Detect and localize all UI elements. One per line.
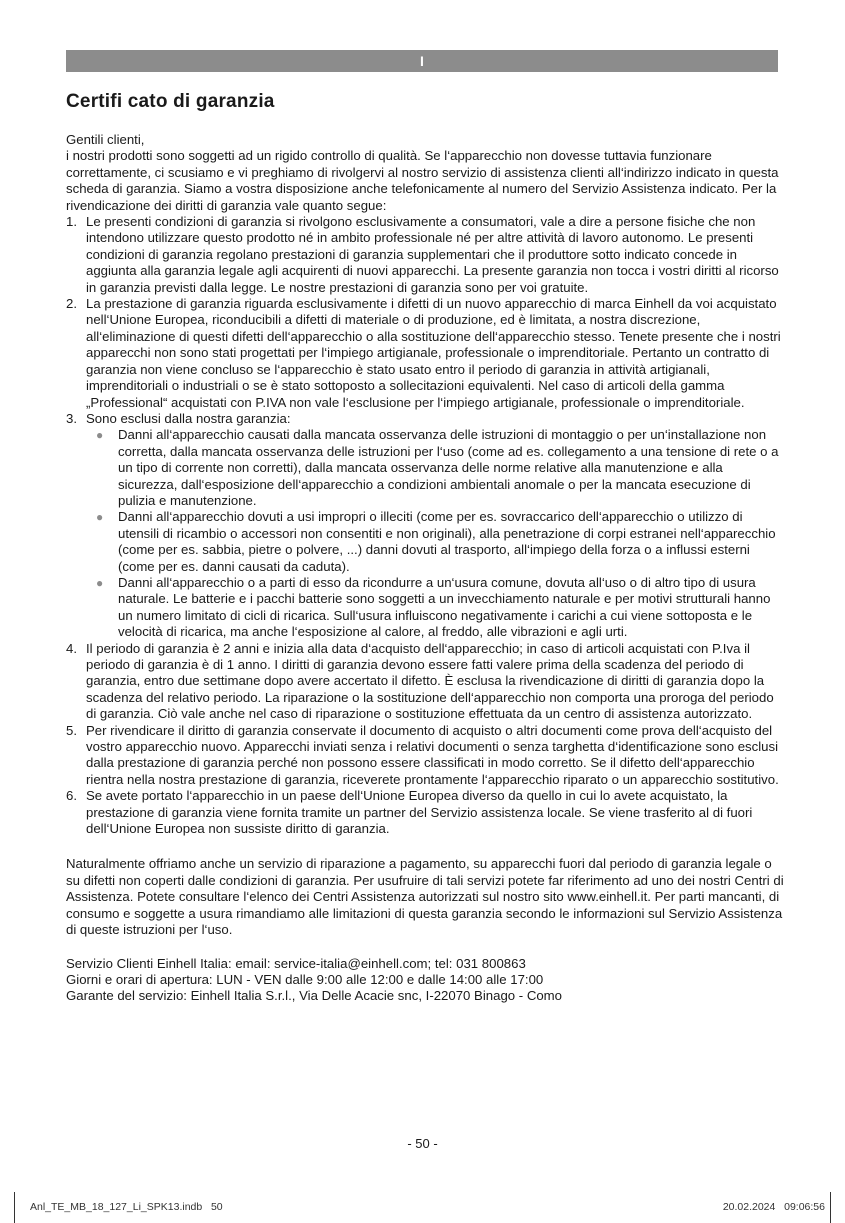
print-timestamp: 20.02.2024 09:06:56 (722, 1201, 825, 1213)
contact-line-guarantor: Garante del servizio: Einhell Italia S.r.l., Via Delle Acacie snc, I-22070 Binago - Como (66, 988, 563, 1004)
item-text: Per rivendicare il diritto di garanzia conservate il documento di acquisto o altri documenti come prova dell‘acquisto del vostro apparecchio nuovo. Apparecchi inviati senza i relativi documenti o senza targhetta d‘identificazione sono esclusi dalla prestazione di garanzia perché non possono essere classificati in modo corretto. Se il difetto dell‘apparecchio rientra nella nostra prestazione di garanzia, riceverete prontamente l‘apparecchio riparato o un apparecchio sostitutivo. (86, 722, 779, 787)
greeting: Gentili clienti, (66, 132, 145, 147)
crop-mark-left (14, 1192, 15, 1223)
bullet-item (86, 509, 784, 575)
item-number: 1. (66, 214, 77, 230)
bullet-icon: ● (96, 428, 104, 443)
bullet-text: Danni all‘apparecchio dovuti a usi impropri o illeciti (come per es. sovraccarico dell‘apparecchio o utilizzo di utensili di ricambio o accessori non consentiti e non originali), alla penetrazione di corpi estranei nell‘apparecchio (come per es. sabbia, pietre o polvere, ...) danni dovuti al trasporto, all‘impiego della forza o a influssi esterni (come per es. danni causati da caduta). (118, 509, 776, 574)
item-number: 5. (66, 722, 77, 738)
section-header-bar (66, 50, 778, 72)
warranty-content (66, 132, 784, 1005)
closing-paragraph: Naturalmente offriamo anche un servizio di riparazione a pagamento, su apparecchi fuori dal periodo di garanzia legale o su difetti non coperti dalle condizioni di garanzia. Per usufruire di tali servizi potete far riferimento ad uno dei nostri Centri di Assistenza. Potete consultare l‘elenco dei Centri Assistenza autorizzati sul nostro sito www.einhell.it. Per parti mancanti, di consumo e soggette a usura rimandiamo alle limitazioni di questa garanzia secondo le informazioni sul Servizio Assistenza di queste istruzioni per l‘uso. (66, 856, 784, 938)
print-file-slug: Anl_TE_MB_18_127_Li_SPK13.indb 50 (30, 1201, 223, 1213)
list-item (66, 788, 784, 837)
item-text: Le presenti condizioni di garanzia si rivolgono esclusivamente a consumatori, vale a dire a persone fisiche che non intendono utilizzare questo prodotto né in ambito professionale né per altre attività di lavoro autonomo. Le presenti condizioni di garanzia regolano prestazioni di garanzia supplementari che il produttore sotto indicato concede in aggiunta alla garanzia legale agli acquirenti di nuovi apparecchi. La presente garanzia non tocca i vostri diritti al ricorso in garanzia previsti dalla legge. Le nostre prestazioni di garanzia sono per voi gratuite. (86, 214, 779, 295)
bullet-text: Danni all‘apparecchio o a parti di esso da ricondurre a un‘usura comune, dovuta all‘uso o di altro tipo di usura naturale. Le batterie e i pacchi batterie sono soggetti a un invecchiamento naturale e per motivi strutturali hanno un numero limitato di cicli di ricarica. Sull‘usura influiscono negativamente i carichi a cui viene sottoposta e le velocità di ricarica, ma anche l‘esposizione al calore, al freddo, alle vibrazioni e agli urti. (118, 574, 771, 640)
list-item (66, 723, 784, 789)
item-text: Il periodo di garanzia è 2 anni e inizia alla data d‘acquisto dell‘apparecchio; in caso di articoli acquistati con P.Iva il periodo di garanzia è di 1 anno. I diritti di garanzia devono essere fatti valere prima della scadenza del periodo di garanzia, entro due settimane dopo avere accertato il difetto. È esclusa la rivendicazione di diritti di garanzia dopo la scadenza del relativo periodo. La riparazione o la sostituzione dell‘apparecchio non comporta una proroga del periodo di garanzia. Ciò vale anche nel caso di riparazione o sostituzione effettuata da un centro di assistenza autorizzato. (86, 640, 774, 722)
crop-mark-right (830, 1192, 831, 1223)
bullet-icon: ● (96, 510, 104, 525)
exclusions-list (86, 427, 784, 640)
bullet-item (86, 427, 784, 509)
item-text: Sono esclusi dalla nostra garanzia: (86, 410, 291, 426)
warranty-conditions-list (66, 214, 784, 837)
bullet-icon: ● (96, 575, 104, 590)
bullet-text: Danni all‘apparecchio causati dalla mancata osservanza delle istruzioni di montaggio o per un‘installazione non corretta, dalla mancata osservanza delle istruzioni per l‘uso (come ad es. collegamento a una tensione di rete o a un tipo di corrente non corretti), dalla mancata osservanza delle norme relative alla manutenzione e alla sicurezza, dall‘esposizione dell‘apparecchio a condizioni ambientali anomale o per la mancata esecuzione di pulizia e manutenzione. (118, 427, 779, 508)
page-number: - 50 - (407, 1136, 438, 1151)
page-title: Certifi cato di garanzia (66, 91, 275, 112)
list-item (66, 641, 784, 723)
contact-line-hours: Giorni e orari di apertura: LUN - VEN dalle 9:00 alle 12:00 e dalle 14:00 alle 17:00 (66, 971, 544, 987)
item-number: 2. (66, 296, 77, 312)
section-marker: I (420, 53, 424, 69)
item-text: Se avete portato l‘apparecchio in un paese dell‘Unione Europea diverso da quello in cui lo avete acquistato, la prestazione di garanzia viene fornita tramite un partner del Servizio assistenza locale. Se viene trasferito al di fuori dell‘Unione Europea non sussiste diritto di garanzia. (86, 788, 753, 837)
bullet-item (86, 575, 784, 641)
item-text: La prestazione di garanzia riguarda esclusivamente i difetti di un nuovo apparecchio di marca Einhell da voi acquistato nell‘Unione Europea, riconducibili a difetti di materiale o di produzione, ed è limitata, a nostra discrezione, all‘eliminazione di questi difetti dell‘apparecchio o alla sostituzione dell‘apparecchio stesso. Tenete presente che i nostri apparecchi non sono stati progettati per l‘impiego artigianale, professionale o imprenditoriale. Pertanto un contratto di garanzia non viene concluso se l‘apparecchio è stato usato entro il periodo di garanzia in attività artigianali, imprenditoriali o industriali o se è stato sottoposto a sollecitazioni equivalenti. Nel caso di articoli della gamma „Professional“ acquistati con P.IVA non vale l‘esclusione per l‘impiego artigianale, professionale o imprenditoriale. (86, 296, 781, 410)
list-item (66, 296, 784, 411)
list-item (66, 214, 784, 296)
intro-paragraph: i nostri prodotti sono soggetti ad un rigido controllo di qualità. Se l‘apparecchio non dovesse tuttavia funzionare correttamente, ci scusiamo e vi preghiamo di rivolgervi al nostro servizio di assistenza clienti all‘indirizzo indicato in questa scheda di garanzia. Siamo a vostra disposizione anche telefonicamente al numero del Servizio Assistenza indicato. Per la rivendicazione dei diritti di garanzia vale quanto segue: (66, 148, 779, 213)
item-number: 3. (66, 410, 77, 426)
item-number: 4. (66, 640, 77, 656)
contact-line-email-phone: Servizio Clienti Einhell Italia: email: service-italia@einhell.com; tel: 031 800863 (66, 955, 526, 971)
list-item (66, 411, 784, 641)
item-number: 6. (66, 788, 77, 804)
